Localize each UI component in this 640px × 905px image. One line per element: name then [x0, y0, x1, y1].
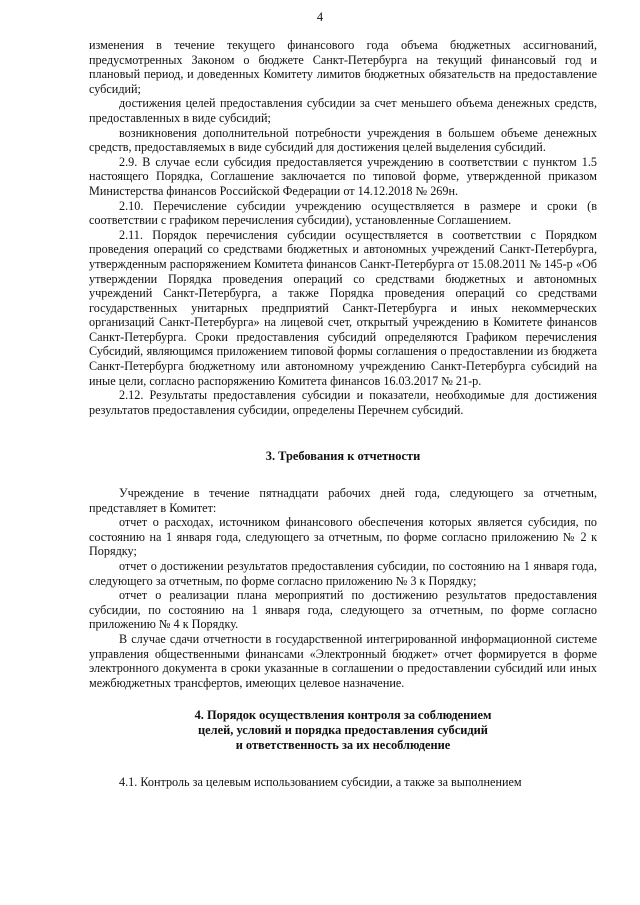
paragraph: отчет о реализации плана мероприятий по достижению результатов предоставления субсидии, по состоянию на 1 января года, следующего за отчетным, по форме согласно приложению № 4 к Порядку. [89, 588, 597, 632]
paragraph: достижения целей предоставления субсидии за счет меньшего объема денежных средств, предоставленных в виде субсидий; [89, 96, 597, 125]
paragraph: Учреждение в течение пятнадцати рабочих дней года, следующего за отчетным, представляет в Комитет: [89, 486, 597, 515]
paragraph-4-1: 4.1. Контроль за целевым использованием субсидии, а также за выполнением [119, 775, 522, 790]
section-4-title-line: целей, условий и порядка предоставления субсидий [198, 723, 488, 738]
section-3-title: 3. Требования к отчетности [265, 449, 421, 464]
paragraph-2-9: 2.9. В случае если субсидия предоставляется учреждению в соответствии с пунктом 1.5 настоящего Порядка, Соглашение заключается по типовой форме, утвержденной приказом Министерства финансов Российской Федерации от 14.12.2018 № 269н. [89, 154, 597, 198]
paragraph: отчет о достижении результатов предоставления субсидии, по состоянию на 1 января года, следующего за отчетным, по форме согласно приложению № 3 к Порядку; [89, 559, 597, 588]
section-4-title-line: 4. Порядок осуществления контроля за соблюдением [194, 708, 492, 723]
paragraph-2-11: 2.11. Порядок перечисления субсидии осуществляется в соответствии с Порядком проведения операций со средствами бюджетных и автономных учреждений Санкт-Петербурга, утвержденным распоряжением Комитета финансов Санкт-Петербурга от 15.08.2011 № 145-р «Об утверждении Порядка проведения операций со средствами бюджетных и автономных учреждений Санкт-Петербурга, а также Порядка проведения операций со средствами государственных унитарных предприятий Санкт-Петербурга и иных некоммерческих организаций Санкт-Петербурга» на лицевой счет, открытый учреждению в Комитете финансов Санкт-Петербурга. Сроки предоставления субсидий определяются Графиком перечисления Субсидий, являющимся приложением типовой формы соглашения о предоставлении из бюджета Санкт-Петербурга бюджетному или автономному учреждению Санкт-Петербурга субсидий на иные цели, согласно распоряжению Комитета финансов 16.03.2017 № 21-р. [89, 227, 597, 388]
paragraph: возникновения дополнительной потребности учреждения в большем объеме денежных средств, предоставляемых в виде субсидий для достижения целей выделения субсидий. [89, 125, 597, 155]
paragraph: В случае сдачи отчетности в государственной интегрированной информационной системе управления общественными финансами «Электронный бюджет» отчет формируется в форме электронного документа в сроки указанные в соглашении о предоставлении субсидий или иных межбюджетных трансфертов, имеющих целевое назначение. [89, 631, 597, 690]
paragraph-2-12: 2.12. Результаты предоставления субсидии и показатели, необходимые для достижения результатов предоставления субсидии, определены Перечнем субсидий. [89, 388, 597, 417]
paragraph: отчет о расходах, источником финансового обеспечения которых является субсидия, по состоянию на 1 января года, следующего за отчетным, по форме согласно приложению № 2 к Порядку; [89, 515, 597, 559]
section-4-title-line: и ответственность за их несоблюдение [235, 738, 451, 753]
section-4-title [89, 708, 597, 753]
paragraph-2-10: 2.10. Перечисление субсидии учреждению осуществляется в размере и сроки (в соответствии с графиком перечисления субсидии), установленные Соглашением. [89, 198, 597, 228]
document-body [89, 38, 597, 790]
page-number: 4 [316, 10, 324, 24]
paragraph-continuation: изменения в течение текущего финансового года объема бюджетных ассигнований, предусмотренных Законом о бюджете Санкт-Петербурга на текущий финансовый год и плановый период, и доведенных Комитету лимитов бюджетных обязательств на предоставление субсидий; [89, 38, 597, 96]
